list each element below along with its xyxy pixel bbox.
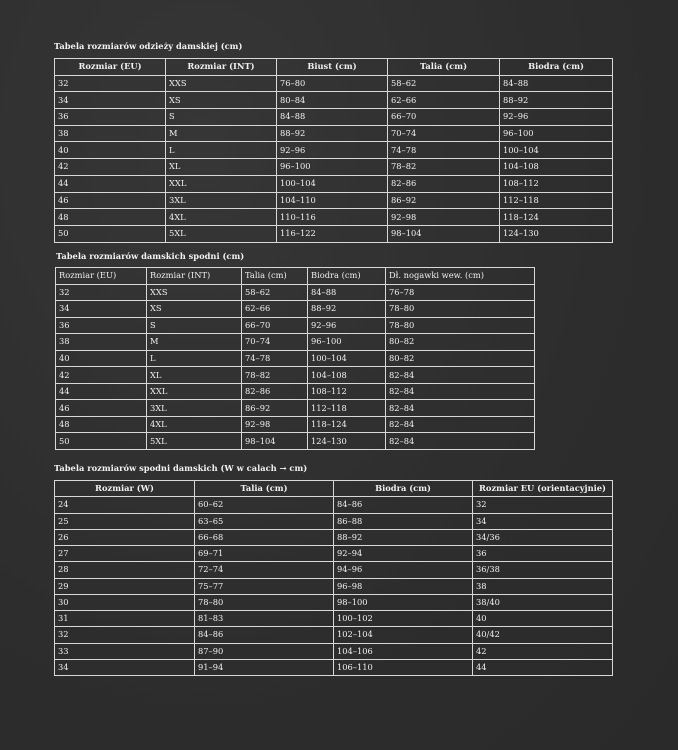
table-row <box>55 192 613 209</box>
table-cell: 80–84 <box>277 92 388 109</box>
table-row <box>55 529 613 545</box>
table-cell: 92–94 <box>334 546 473 562</box>
womens-clothing-size-table <box>54 58 613 243</box>
table-cell: M <box>166 125 277 142</box>
table-cell: 36 <box>55 109 166 126</box>
table-cell: 82–84 <box>386 400 535 417</box>
table-cell: 118–124 <box>308 416 386 433</box>
table-row <box>56 433 535 450</box>
table-cell: 92–98 <box>242 416 308 433</box>
table-cell: 38 <box>473 578 613 594</box>
table-cell: 50 <box>56 433 147 450</box>
table-cell: 63–65 <box>195 513 334 529</box>
table-cell: XS <box>166 92 277 109</box>
table-cell: 86–92 <box>388 192 500 209</box>
table-cell: 100–102 <box>334 611 473 627</box>
column-header: Biodra (cm) <box>334 481 473 497</box>
table-cell: 102–104 <box>334 627 473 643</box>
table-cell: 28 <box>55 562 195 578</box>
table-row <box>55 175 613 192</box>
table-cell: 4XL <box>147 416 242 433</box>
table-cell: 116–122 <box>277 225 388 242</box>
column-header: Biodra (cm) <box>308 268 386 285</box>
table-row <box>55 92 613 109</box>
table-cell: 78–80 <box>195 594 334 610</box>
column-header: Rozmiar (INT) <box>166 59 277 76</box>
table-cell: 48 <box>56 416 147 433</box>
column-header: Biodra (cm) <box>500 59 613 76</box>
table-row <box>55 513 613 529</box>
table-cell: 44 <box>56 383 147 400</box>
table-cell: 124–130 <box>308 433 386 450</box>
table-cell: 98–100 <box>334 594 473 610</box>
table-cell: XS <box>147 301 242 318</box>
table-cell: 100–104 <box>500 142 613 159</box>
table-cell: XL <box>166 159 277 176</box>
table-cell: 104–108 <box>308 367 386 384</box>
table-cell: 88–92 <box>500 92 613 109</box>
table-cell: S <box>147 317 242 334</box>
table-cell: 84–86 <box>334 497 473 513</box>
table-row <box>56 383 535 400</box>
table-cell: L <box>147 350 242 367</box>
table-cell: 75–77 <box>195 578 334 594</box>
table-cell: 48 <box>55 209 166 226</box>
table-cell: 86–88 <box>334 513 473 529</box>
table-cell: 110–116 <box>277 209 388 226</box>
table-cell: 38 <box>56 334 147 351</box>
table-cell: 32 <box>55 627 195 643</box>
table-cell: 74–78 <box>388 142 500 159</box>
table-cell: 94–96 <box>334 562 473 578</box>
table-cell: 32 <box>55 75 166 92</box>
table-cell: 46 <box>55 192 166 209</box>
table-cell: 69–71 <box>195 546 334 562</box>
table-cell: 76–80 <box>277 75 388 92</box>
table-cell: XXL <box>147 383 242 400</box>
table-cell: 60–62 <box>195 497 334 513</box>
table-cell: 118–124 <box>500 209 613 226</box>
table-row <box>55 225 613 242</box>
table-row <box>55 142 613 159</box>
table-cell: 91–94 <box>195 659 334 675</box>
table-cell: 76–78 <box>386 284 535 301</box>
table-cell: XXS <box>147 284 242 301</box>
table-cell: 82–84 <box>386 416 535 433</box>
table-cell: 42 <box>56 367 147 384</box>
table-row <box>55 594 613 610</box>
table-cell: 100–104 <box>308 350 386 367</box>
table-cell: 104–106 <box>334 643 473 659</box>
column-header: Rozmiar (EU) <box>55 59 166 76</box>
table-cell: 112–118 <box>308 400 386 417</box>
column-header: Talia (cm) <box>388 59 500 76</box>
column-header: Rozmiar (W) <box>55 481 195 497</box>
table-cell: 92–96 <box>308 317 386 334</box>
table-row <box>56 317 535 334</box>
table-cell: 84–88 <box>277 109 388 126</box>
table-cell: 5XL <box>147 433 242 450</box>
table-row <box>56 334 535 351</box>
table-header-row <box>55 481 613 497</box>
table-cell: 29 <box>55 578 195 594</box>
table-cell: M <box>147 334 242 351</box>
table-row <box>55 125 613 142</box>
table-cell: 38/40 <box>473 594 613 610</box>
table-row <box>55 75 613 92</box>
table-row <box>55 562 613 578</box>
table-cell: 66–70 <box>388 109 500 126</box>
table-row <box>55 159 613 176</box>
table-cell: 78–80 <box>386 317 535 334</box>
table-cell: 66–68 <box>195 529 334 545</box>
table-cell: 34 <box>55 659 195 675</box>
column-header: Rozmiar (INT) <box>147 268 242 285</box>
table-header-row <box>56 268 535 285</box>
table-cell: 98–104 <box>388 225 500 242</box>
table-1-title: Tabela rozmiarów odzieży damskiej (cm) <box>54 41 243 51</box>
table-cell: 38 <box>55 125 166 142</box>
table-cell: 84–88 <box>308 284 386 301</box>
table-row <box>56 284 535 301</box>
table-cell: 104–110 <box>277 192 388 209</box>
womens-trousers-waist-inch-table <box>54 480 613 676</box>
table-cell: 86–92 <box>242 400 308 417</box>
table-row <box>55 209 613 226</box>
column-header: Talia (cm) <box>242 268 308 285</box>
table-cell: 96–100 <box>277 159 388 176</box>
table-row <box>55 627 613 643</box>
column-header: Dł. nogawki wew. (cm) <box>386 268 535 285</box>
table-cell: 98–104 <box>242 433 308 450</box>
table-cell: 3XL <box>147 400 242 417</box>
column-header: Talia (cm) <box>195 481 334 497</box>
table-cell: 84–88 <box>500 75 613 92</box>
table-cell: 78–80 <box>386 301 535 318</box>
table-cell: 80–82 <box>386 350 535 367</box>
table-cell: 40 <box>473 611 613 627</box>
table-cell: 40 <box>55 142 166 159</box>
table-row <box>55 578 613 594</box>
table-cell: 84–86 <box>195 627 334 643</box>
table-cell: 32 <box>56 284 147 301</box>
column-header: Rozmiar (EU) <box>56 268 147 285</box>
table-cell: 80–82 <box>386 334 535 351</box>
table-cell: 82–86 <box>242 383 308 400</box>
table-cell: 3XL <box>166 192 277 209</box>
table-cell: 58–62 <box>242 284 308 301</box>
table-cell: 31 <box>55 611 195 627</box>
table-cell: XXS <box>166 75 277 92</box>
table-cell: 92–96 <box>500 109 613 126</box>
table-cell: 36 <box>56 317 147 334</box>
table-cell: 42 <box>55 159 166 176</box>
table-cell: 44 <box>473 659 613 675</box>
table-cell: XL <box>147 367 242 384</box>
table-cell: 82–86 <box>388 175 500 192</box>
table-3-title: Tabela rozmiarów spodni damskich (W w calach → cm) <box>54 463 308 473</box>
table-cell: 70–74 <box>242 334 308 351</box>
table-cell: 30 <box>55 594 195 610</box>
table-row <box>55 109 613 126</box>
table-2-title: Tabela rozmiarów damskich spodni (cm) <box>56 251 245 261</box>
table-cell: 82–84 <box>386 433 535 450</box>
table-cell: XXL <box>166 175 277 192</box>
table-cell: 42 <box>473 643 613 659</box>
table-cell: 92–96 <box>277 142 388 159</box>
table-cell: 62–66 <box>388 92 500 109</box>
table-cell: 50 <box>55 225 166 242</box>
table-cell: 88–92 <box>277 125 388 142</box>
table-cell: 74–78 <box>242 350 308 367</box>
table-cell: 96–100 <box>500 125 613 142</box>
table-row <box>56 400 535 417</box>
table-cell: 40 <box>56 350 147 367</box>
table-cell: 87–90 <box>195 643 334 659</box>
table-row <box>55 546 613 562</box>
table-row <box>55 643 613 659</box>
table-row <box>56 301 535 318</box>
table-cell: 27 <box>55 546 195 562</box>
table-cell: 88–92 <box>334 529 473 545</box>
table-cell: 4XL <box>166 209 277 226</box>
table-header-row <box>55 59 613 76</box>
table-cell: 100–104 <box>277 175 388 192</box>
table-cell: 40/42 <box>473 627 613 643</box>
table-row <box>55 611 613 627</box>
table-cell: 26 <box>55 529 195 545</box>
table-row <box>56 416 535 433</box>
table-cell: 106–110 <box>334 659 473 675</box>
table-cell: 58–62 <box>388 75 500 92</box>
table-cell: 96–98 <box>334 578 473 594</box>
table-row <box>56 350 535 367</box>
womens-trousers-size-table <box>55 267 535 450</box>
table-cell: 44 <box>55 175 166 192</box>
table-cell: 104–108 <box>500 159 613 176</box>
table-cell: L <box>166 142 277 159</box>
table-cell: 81–83 <box>195 611 334 627</box>
table-row <box>55 659 613 675</box>
table-cell: 88–92 <box>308 301 386 318</box>
table-cell: 108–112 <box>500 175 613 192</box>
table-cell: 108–112 <box>308 383 386 400</box>
table-cell: 36/38 <box>473 562 613 578</box>
table-cell: 78–82 <box>242 367 308 384</box>
table-cell: 96–100 <box>308 334 386 351</box>
table-cell: 124–130 <box>500 225 613 242</box>
table-cell: 112–118 <box>500 192 613 209</box>
table-cell: 33 <box>55 643 195 659</box>
table-cell: 82–84 <box>386 367 535 384</box>
table-cell: 92–98 <box>388 209 500 226</box>
table-cell: 72–74 <box>195 562 334 578</box>
table-row <box>55 497 613 513</box>
table-cell: 24 <box>55 497 195 513</box>
table-cell: 82–84 <box>386 383 535 400</box>
table-cell: 62–66 <box>242 301 308 318</box>
table-cell: 36 <box>473 546 613 562</box>
table-cell: 46 <box>56 400 147 417</box>
column-header: Rozmiar EU (orientacyjnie) <box>473 481 613 497</box>
table-cell: 34 <box>55 92 166 109</box>
table-cell: 5XL <box>166 225 277 242</box>
table-cell: 34 <box>56 301 147 318</box>
table-cell: 70–74 <box>388 125 500 142</box>
table-cell: S <box>166 109 277 126</box>
table-cell: 66–70 <box>242 317 308 334</box>
column-header: Biust (cm) <box>277 59 388 76</box>
table-cell: 78–82 <box>388 159 500 176</box>
table-cell: 32 <box>473 497 613 513</box>
table-row <box>56 367 535 384</box>
table-cell: 34 <box>473 513 613 529</box>
table-cell: 25 <box>55 513 195 529</box>
table-cell: 34/36 <box>473 529 613 545</box>
